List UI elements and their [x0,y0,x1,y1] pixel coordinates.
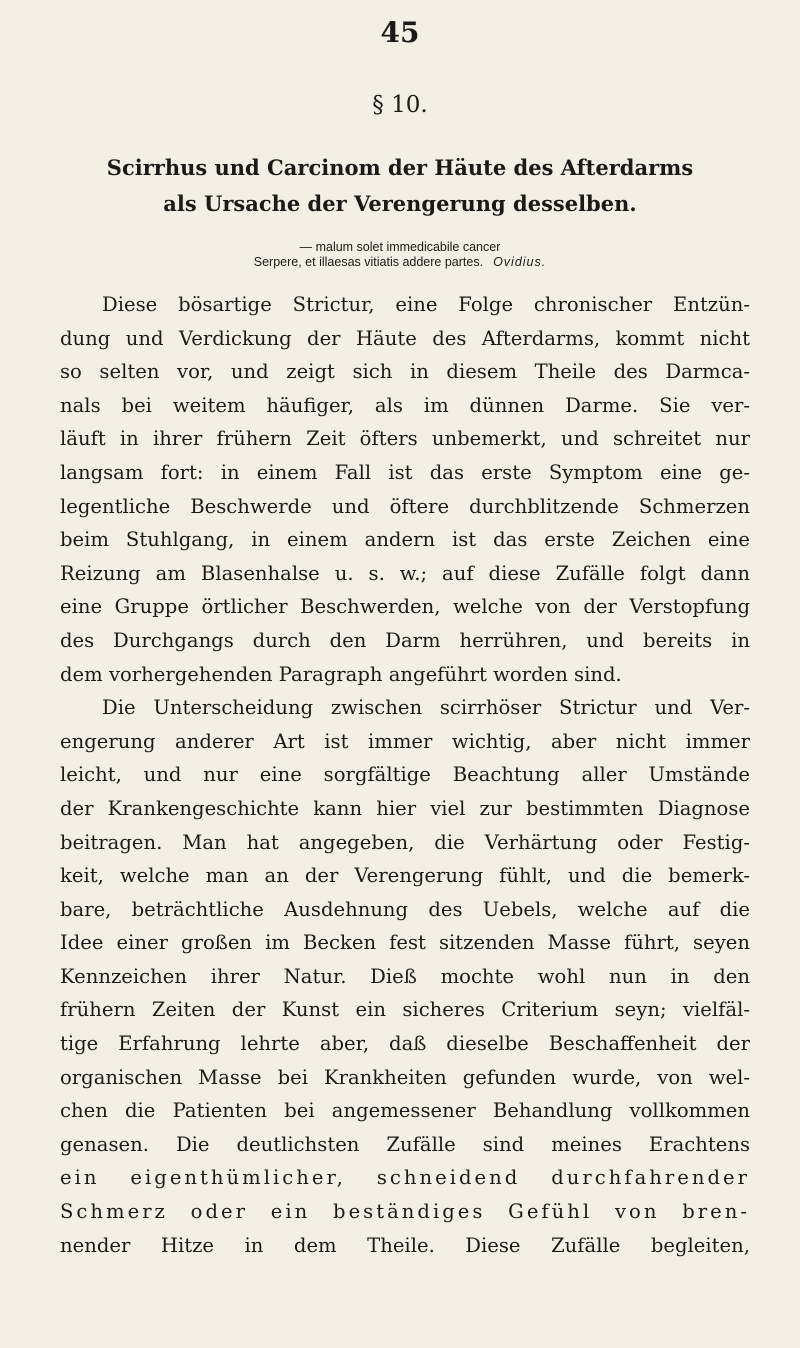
text-line: des Durchgangs durch den Darm herrühren, und bereits in [60,628,750,652]
text-line: langsam fort: in einem Fall ist das erste Symptom eine ge- [60,460,750,484]
text-line: engerung anderer Art ist immer wichtig, aber nicht immer [60,729,750,753]
text-line: der Krankengeschichte kann hier viel zur bestimmten Diagnose [60,796,750,820]
text-line: Kennzeichen ihrer Natur. Dieß mochte wohl nun in den [60,964,750,988]
text-line: Schmerz oder ein beständiges Gefühl von bren- [60,1200,750,1224]
epigraph-line: — malum solet immedicabile cancer [299,240,501,254]
text-line: tige Erfahrung lehrte aber, daß dieselbe Beschaffenheit der [60,1032,750,1056]
text-line: genasen. Die deutlichsten Zufälle sind meines Erachtens [60,1132,750,1156]
text-line: beitragen. Man hat angegeben, die Verhärtung oder Festig- [60,830,750,854]
text-line: ein eigenthümlicher, schneidend durchfahrender [60,1166,750,1190]
text-line: keit, welche man an der Verengerung fühlt, und die bemerk- [60,864,750,888]
text-line: chen die Patienten bei angemessener Behandlung vollkommen [60,1099,750,1123]
text-line: organischen Masse bei Krankheiten gefunden wurde, von wel- [60,1065,750,1089]
text-line: bare, beträchtliche Ausdehnung des Uebels, welche auf die [60,897,750,921]
epigraph-verse: Serpere, et illaesas vitiatis addere partes. [253,255,484,269]
section-heading: § 10. [372,92,428,118]
text-line: Diese bösartige Strictur, eine Folge chronischer Entzün- [102,293,750,316]
epigraph-line [0,255,800,270]
body-text [60,288,750,1262]
text-line: Die Unterscheidung zwischen scirrhöser Strictur und Ver- [102,696,750,720]
section-title-line: als Ursache der Verengerung desselben. [163,191,637,216]
text-line: läuft in ihrer frühern Zeit öfters unbemerkt, und schreitet nur [60,427,750,451]
text-line: leicht, und nur eine sorgfältige Beachtung aller Umstände [60,763,750,787]
text-line: dem vorhergehenden Paragraph angeführt worden sind. [60,662,622,686]
text-line: Idee einer großen im Becken fest sitzenden Masse führt, seyen [60,931,750,955]
epigraph [0,240,800,270]
text-line: eine Gruppe örtlicher Beschwerden, welche von der Verstopfung [60,595,750,619]
text-line: dung und Verdickung der Häute des Afterdarms, kommt nicht [60,326,750,350]
text-line: beim Stuhlgang, in einem andern ist das erste Zeichen eine [60,528,750,552]
text-line: Reizung am Blasenhalse u. s. w.; auf diese Zufälle folgt dann [60,561,750,585]
text-line: nender Hitze in dem Theile. Diese Zufälle begleiten, [60,1233,750,1257]
text-line: nals bei weitem häufiger, als im dünnen Darme. Sie ver- [60,393,750,417]
text-line: so selten vor, und zeigt sich in diesem Theile des Darmca- [60,360,750,384]
epigraph-author: Ovidius. [493,255,547,269]
section-title [0,150,800,222]
page-number: 45 [380,16,420,49]
text-line: frühern Zeiten der Kunst ein sicheres Criterium seyn; vielfäl- [60,998,750,1022]
section-title-line: Scirrhus und Carcinom der Häute des Afterdarms [106,155,694,180]
text-line: legentliche Beschwerde und öftere durchblitzende Schmerzen [60,494,750,518]
